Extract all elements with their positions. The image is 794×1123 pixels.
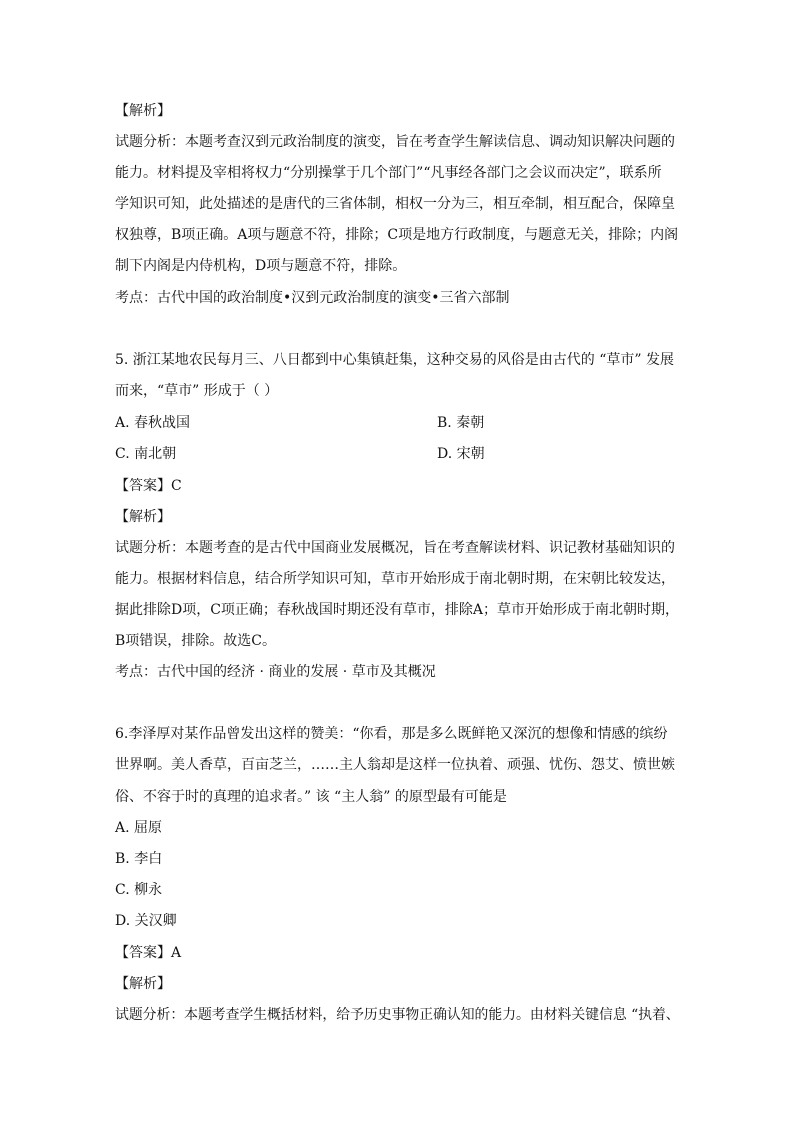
- option-c: C. 南北朝: [115, 446, 177, 462]
- analysis-line: 试题分析：本题考查的是古代中国商业发展概况，旨在考查解读材料、识记教材基础知识的: [115, 540, 675, 556]
- analysis-line: 学知识可知，此处描述的是唐代的三省体制，相权一分为三，相互牵制，相互配合，保障皇: [115, 196, 675, 212]
- option-b: B. 秦朝: [437, 415, 485, 431]
- option-d: D. 宋朝: [437, 446, 485, 462]
- question-stem: 世界啊。美人香草，百亩芝兰，……主人翁却是这样一位执着、顽强、忧伤、怨艾、愤世嫉: [115, 757, 675, 773]
- option-c: C. 柳永: [115, 882, 163, 898]
- kaodian-line: 考点：古代中国的经济 · 商业的发展 · 草市及其概况: [115, 664, 436, 680]
- analysis-line: 能力。根据材料信息，结合所学知识可知，草市开始形成于南北朝时期，在宋朝比较发达，: [115, 571, 675, 587]
- option-a: A. 春秋战国: [115, 415, 191, 431]
- analysis-line: 权独尊，B项正确。A项与题意不符，排除；C项是地方行政制度，与题意无关，排除；内阁: [115, 227, 679, 243]
- analysis-line: 据此排除D项，C项正确；春秋战国时期还没有草市，排除A；草市开始形成于南北朝时期，: [115, 602, 680, 618]
- analysis-line: B项错误，排除。故选C。: [115, 633, 276, 649]
- question-stem: 俗、不容于时的真理的追求者。” 该 “主人翁” 的原型最有可能是: [115, 789, 507, 805]
- answer-line: 【答案】A: [115, 945, 182, 961]
- analysis-heading: 【解析】: [115, 976, 171, 992]
- option-d: D. 关汉卿: [115, 913, 177, 929]
- answer-line: 【答案】C: [115, 478, 182, 494]
- analysis-line: 试题分析：本题考查汉到元政治制度的演变，旨在考查学生解读信息、调动知识解决问题的: [115, 134, 675, 150]
- analysis-line: 制下内阁是内侍机构，D项与题意不符，排除。: [115, 258, 407, 274]
- question-stem: 5. 浙江某地农民每月三、八日都到中心集镇赶集，这种交易的风俗是由古代的 “草市” 发展: [115, 352, 675, 368]
- analysis-heading: 【解析】: [115, 103, 171, 119]
- kaodian-line: 考点：古代中国的政治制度•汉到元政治制度的演变•三省六部制: [115, 290, 510, 306]
- question-stem: 而来，“草市” 形成于（ ）: [115, 383, 279, 399]
- analysis-line: 能力。材料提及宰相将权力“分别操掌于几个部门”“凡事经各部门之会议而决定”，联系所: [115, 165, 662, 181]
- option-b: B. 李白: [115, 851, 163, 867]
- analysis-line: 试题分析：本题考查学生概括材料，给予历史事物正确认知的能力。由材料关键信息 “执着、: [115, 1007, 680, 1023]
- analysis-heading: 【解析】: [115, 509, 171, 525]
- option-a: A. 屈原: [115, 820, 163, 836]
- question-stem: 6.李泽厚对某作品曾发出这样的赞美：“你看，那是多么既鲜艳又深沉的想像和情感的缤纷: [115, 726, 668, 742]
